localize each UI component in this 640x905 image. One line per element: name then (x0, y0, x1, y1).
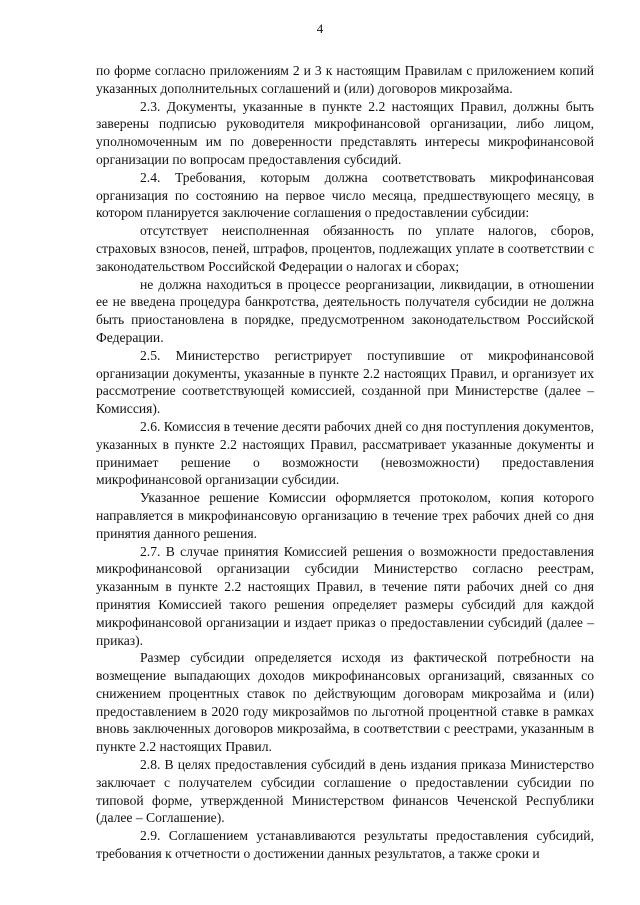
paragraph-2-4-tax-requirement: отсутствует неисполненная обязанность по уплате налогов, сборов, страховых взносов, пеней, штрафов, процентов, подлежащих уплате в соответствии с законодательством Российской Федерации о налогах и сборах; (96, 223, 594, 274)
paragraph-2-6-protocol: Указанное решение Комиссии оформляется протоколом, копия которого направляется в микрофинансовую организацию в течение трех рабочих дней со дня принятия данного решения. (96, 490, 594, 541)
paragraph-2-3: 2.3. Документы, указанные в пункте 2.2 настоящих Правил, должны быть заверены подписью руководителя микрофинансовой организации, либо лицом, уполномоченным им по доверенности представлять интересы микрофинансовой организации по вопросам предоставления субсидий. (96, 98, 594, 167)
paragraph-2-7: 2.7. В случае принятия Комиссией решения о возможности предоставления микрофинансовой организации субсидии Министерство согласно реестрам, указанным в пункте 2.2 настоящих Правил, в течение пяти рабочих дней со дня принятия Комиссией такого решения определяет размеры субсидий для каждой микрофинансовой организации и издает приказ о предоставлении субсидий (далее – приказ). (96, 543, 594, 648)
paragraph-2-4-reorganization-requirement: не должна находиться в процессе реорганизации, ликвидации, в отношении ее не введена процедура банкротства, деятельность получателя субсидии не должна быть приостановлена в порядке, предусмотренном законодательством Российской Федерации. (96, 276, 594, 345)
paragraph-2-9: 2.9. Соглашением устанавливаются результаты предоставления субсидий, требования к отчетности о достижении данных результатов, а также сроки и (96, 828, 594, 862)
paragraph-2-6: 2.6. Комиссия в течение десяти рабочих дней со дня поступления документов, указанных в пункте 2.2 настоящих Правил, рассматривает указанные документы и принимает решение о возможности (невозможности) предоставления микрофинансовой организации субсидии. (96, 418, 594, 488)
paragraph-2-7-subsidy-size: Размер субсидии определяется исходя из фактической потребности на возмещение выпадающих доходов микрофинансовых организаций, связанных со снижением процентных ставок по действующим договорам микрозайма и (или) предоставлением в 2020 году микрозаймов по льготной процентной ставке в рамках вновь заключенных договоров микрозайма, в соответствии с реестрами, указанным в пункте 2.2 настоящих Правил. (96, 650, 594, 755)
page-number: 4 (316, 21, 324, 36)
document-body (96, 62, 594, 863)
paragraph-2-8: 2.8. В целях предоставления субсидий в день издания приказа Министерство заключает с получателем субсидии соглашение о предоставлении субсидии по типовой форме, утвержденной Министерством финансов Чеченской Республики (далее – Соглашение). (96, 757, 594, 826)
paragraph-continuation: по форме согласно приложениям 2 и 3 к настоящим Правилам с приложением копий указанных дополнительных соглашений и (или) договоров микрозайма. (96, 63, 594, 96)
paragraph-2-5: 2.5. Министерство регистрирует поступившие от микрофинансовой организации документы, указанные в пункте 2.2 настоящих Правил, и организует их рассмотрение соответствующей комиссией, созданной при Министерстве (далее – Комиссия). (96, 347, 594, 417)
paragraph-2-4: 2.4. Требования, которым должна соответствовать микрофинансовая организация по состоянию на первое число месяца, предшествующего месяцу, в котором планируется заключение соглашения о предоставлении субсидии: (96, 169, 594, 221)
